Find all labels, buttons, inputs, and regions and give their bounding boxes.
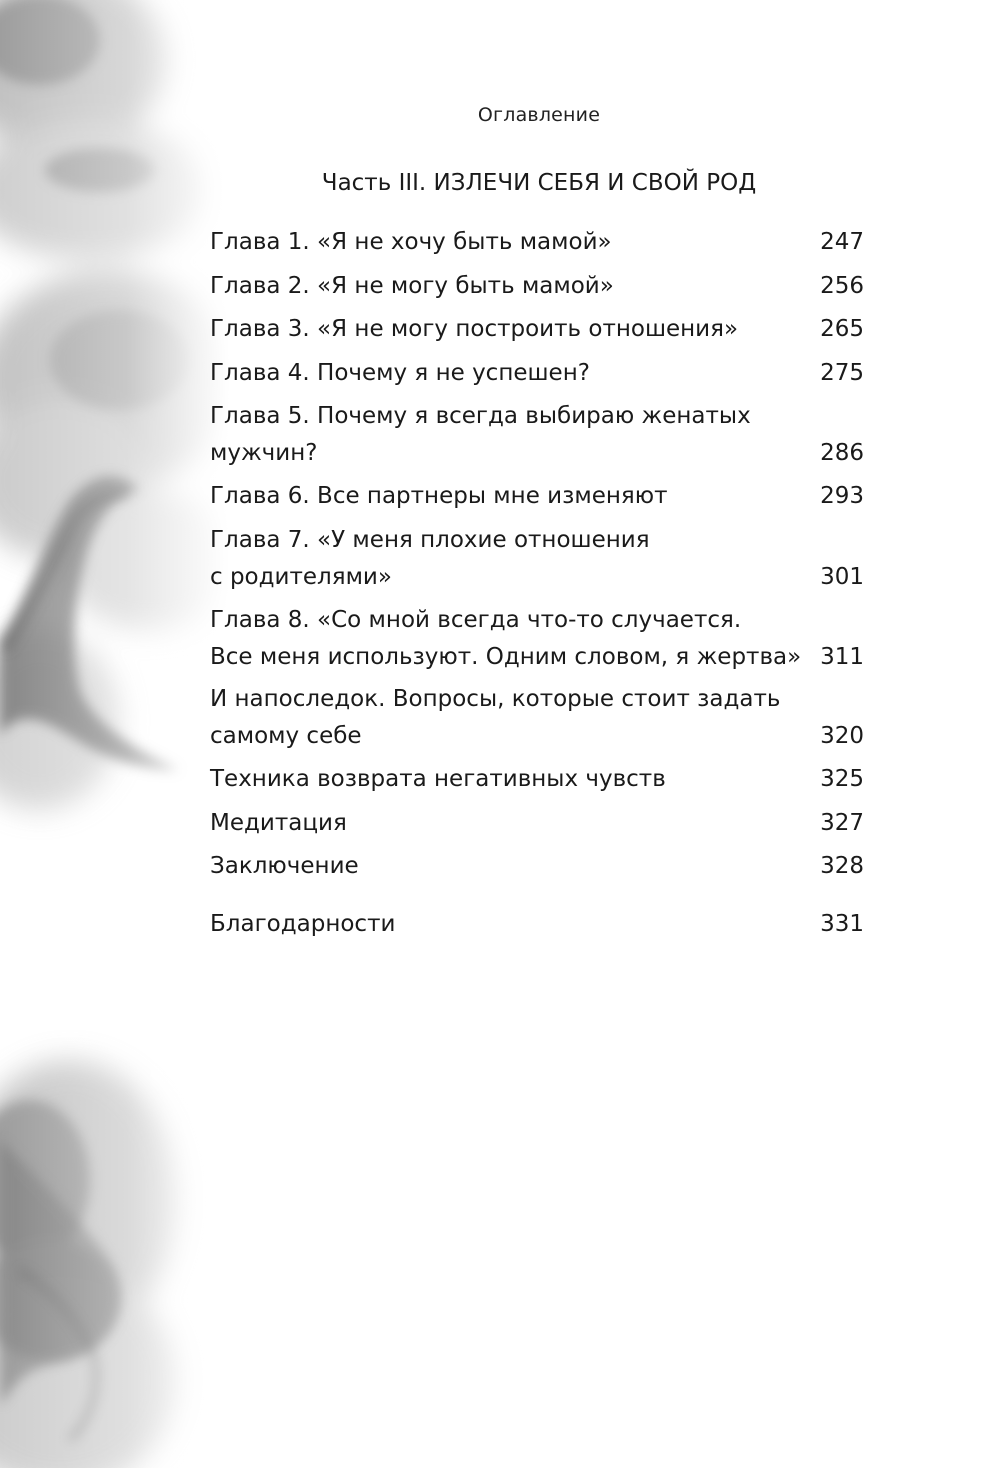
toc-entry[interactable] <box>210 268 864 305</box>
toc-entry[interactable] <box>210 398 864 472</box>
toc-entry[interactable] <box>210 906 864 943</box>
toc-page-number: 311 <box>820 644 864 670</box>
toc-page-number: 275 <box>820 360 864 386</box>
toc-entry-title: Глава 8. «Со мной всегда что-то случается. <box>210 607 742 633</box>
toc-entry[interactable] <box>210 805 864 842</box>
toc-entry-title: Глава 7. «У меня плохие отношения <box>210 527 650 553</box>
toc-entry-title: Глава 1. «Я не хочу быть мамой» <box>210 229 612 255</box>
toc-entry[interactable] <box>210 478 864 515</box>
toc-entry-title: Глава 3. «Я не могу построить отношения» <box>210 316 739 342</box>
toc-entry-title-continued: самому себе <box>210 723 362 749</box>
toc-entry-title-continued: с родителями» <box>210 564 392 590</box>
toc-page-number: 325 <box>820 766 864 792</box>
toc-page-number: 327 <box>820 810 864 836</box>
toc-entry-title: Благодарности <box>210 911 396 937</box>
toc-entry-title-continued: Все меня используют. Одним словом, я жертва» <box>210 644 802 670</box>
toc-entry[interactable] <box>210 848 864 885</box>
toc-page-number: 331 <box>820 911 864 937</box>
toc-entry[interactable] <box>210 602 864 676</box>
toc-page-number: 247 <box>820 229 864 255</box>
toc-entry-title-continued: мужчин? <box>210 440 318 466</box>
toc-entry[interactable] <box>210 311 864 348</box>
toc-page-number: 301 <box>820 564 864 590</box>
toc-entry-title: Глава 4. Почему я не успешен? <box>210 360 590 386</box>
toc-entry-title: Глава 5. Почему я всегда выбираю женатых <box>210 403 751 429</box>
toc-entry-title: Глава 6. Все партнеры мне изменяют <box>210 483 668 509</box>
toc-entry-title: И напоследок. Вопросы, которые стоит задать <box>210 686 781 712</box>
toc-entry-title: Заключение <box>210 853 359 879</box>
toc-entry[interactable] <box>210 761 864 798</box>
toc-page-number: 256 <box>820 273 864 299</box>
tree-illustration <box>0 0 230 1468</box>
toc-entry-title: Медитация <box>210 810 347 836</box>
toc-page-number: 286 <box>820 440 864 466</box>
toc-entry-title: Глава 2. «Я не могу быть мамой» <box>210 273 614 299</box>
toc-entry[interactable] <box>210 522 864 596</box>
toc-entry[interactable] <box>210 224 864 261</box>
toc-entry[interactable] <box>210 681 864 755</box>
toc-entry-title: Техника возврата негативных чувств <box>210 766 666 792</box>
toc-page-number: 320 <box>820 723 864 749</box>
part-title: Часть III. ИЗЛЕЧИ СЕБЯ И СВОЙ РОД <box>321 170 757 196</box>
toc-entry[interactable] <box>210 355 864 392</box>
toc-page-number: 265 <box>820 316 864 342</box>
toc-page-number: 293 <box>820 483 864 509</box>
running-header: Оглавление <box>477 104 601 126</box>
toc-page-number: 328 <box>820 853 864 879</box>
